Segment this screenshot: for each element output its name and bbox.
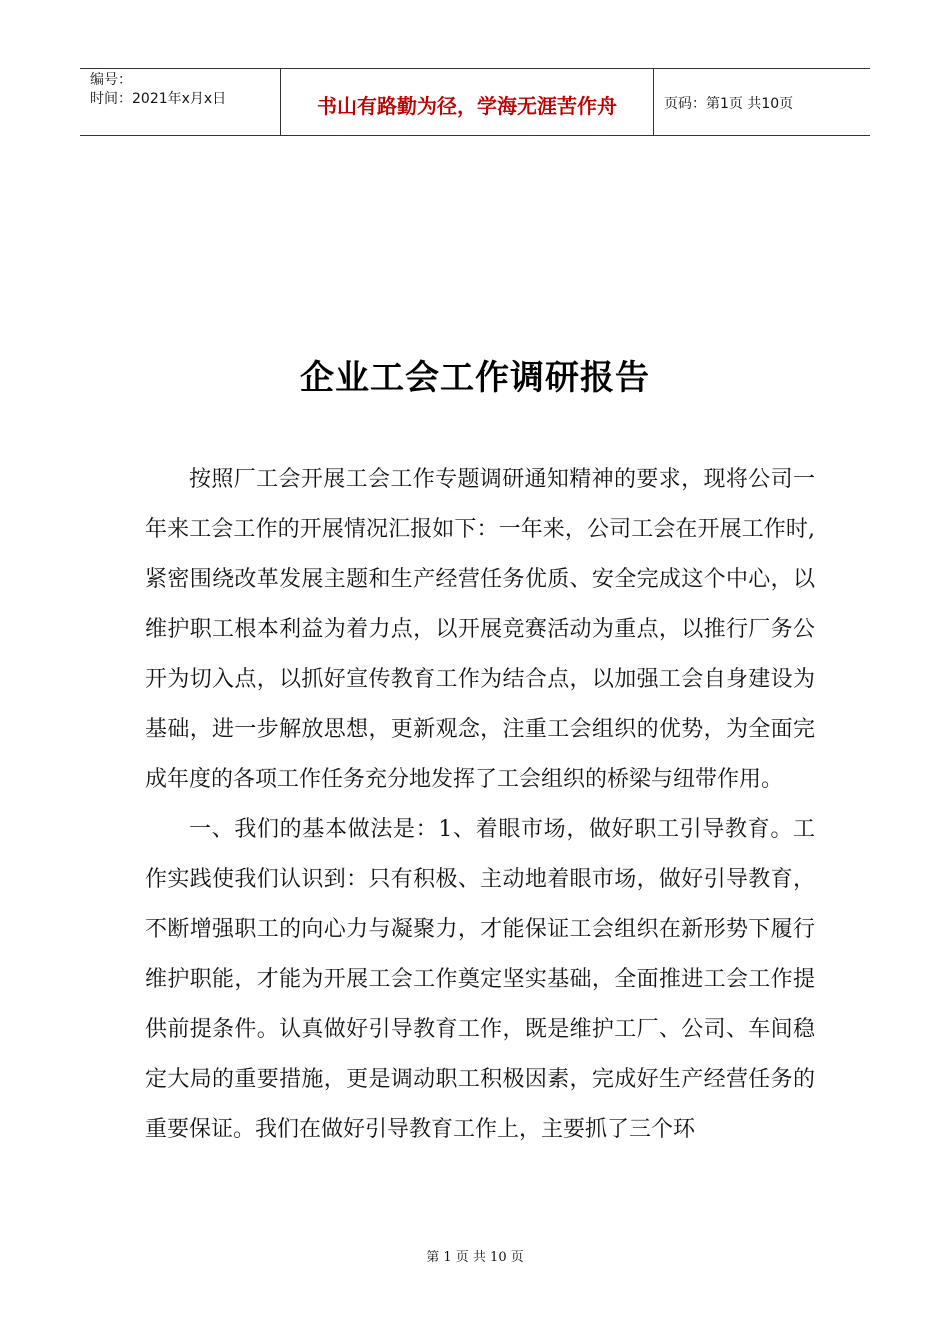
page-footer: 第 1 页 共 10 页 — [426, 1250, 524, 1265]
number-label: 编号： — [90, 72, 132, 88]
paragraph: 按照厂工会开展工会工作专题调研通知精神的要求，现将公司一年来工会工作的开展情况汇报如下：一年来，公司工会在开展工作时,紧密围绕改革发展主题和生产经营任务优质、安全完成这个中心，以维护职工根本利益为着力点，以开展竞赛活动为重点，以推行厂务公开为切入点，以抓好宣传教育工作为结合点，以加强工会自身建设为基础，进一步解放思想，更新观念，注重工会组织的优势，为全面完成年度的各项工作任务充分地发挥了工会组织的桥梁与纽带作用。 — [145, 467, 815, 792]
header-motto: 书山有路勤为径，学海无涯苦作舟 — [281, 69, 654, 135]
document-title: 企业工会工作调研报告 — [300, 358, 650, 398]
document-body — [145, 455, 815, 1155]
date-label: 时间：2021年x月x日 — [90, 91, 227, 107]
header-page-info: 页码：第1页 共10页 — [664, 96, 794, 112]
paragraph: 一、我们的基本做法是：1、着眼市场，做好职工引导教育。工作实践使我们认识到：只有积极、主动地着眼市场，做好引导教育，不断增强职工的向心力与凝聚力，才能保证工会组织在新形势下履行维护职能，才能为开展工会工作奠定坚实基础，全面推进工会工作提供前提条件。认真做好引导教育工作，既是维护工厂、公司、车间稳定大局的重要措施，更是调动职工积极因素，完成好生产经营任务的重要保证。我们在做好引导教育工作上，主要抓了三个环 — [145, 817, 815, 1142]
page-header — [80, 68, 870, 136]
header-meta-cell — [80, 69, 281, 135]
